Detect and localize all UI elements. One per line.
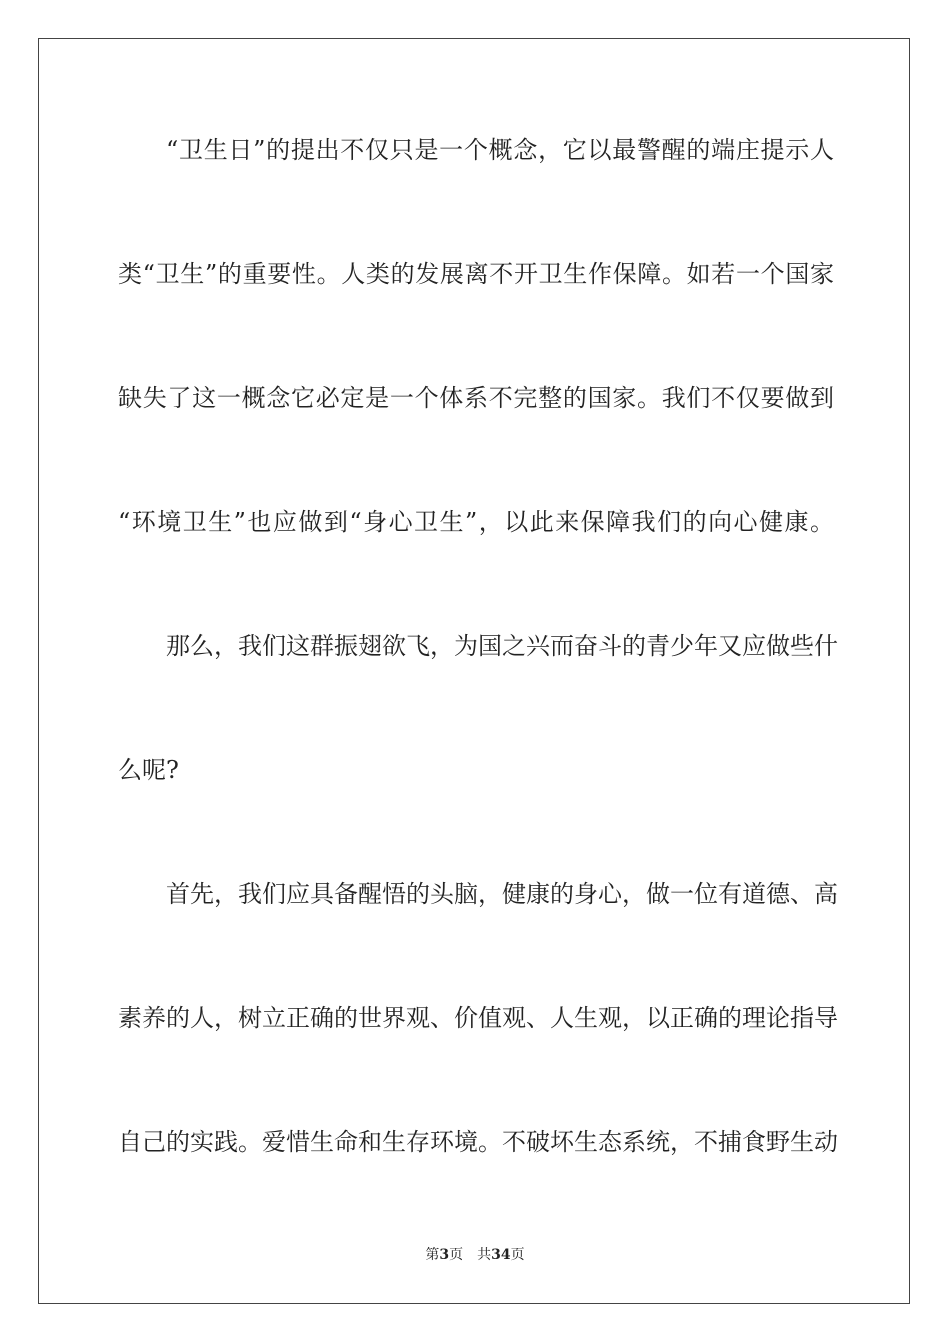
page-prefix: 第 bbox=[425, 1247, 440, 1263]
text-line-8: 素养的人，树立正确的世界观、价值观、人生观，以正确的理论指导 bbox=[118, 1004, 838, 1032]
total-pages: 34 bbox=[491, 1247, 511, 1263]
text-line-5: 那么，我们这群振翅欲飞，为国之兴而奋斗的青少年又应做些什 bbox=[166, 632, 838, 660]
page-border bbox=[38, 38, 910, 1304]
text-line-4: “环境卫生”也应做到“身心卫生”，以此来保障我们的向心健康。 bbox=[118, 508, 834, 536]
page-suffix: 页 bbox=[449, 1247, 464, 1263]
text-line-6: 么呢? bbox=[118, 756, 179, 784]
text-line-2: 类“卫生”的重要性。人类的发展离不开卫生作保障。如若一个国家 bbox=[118, 260, 834, 288]
page-footer bbox=[0, 1244, 950, 1264]
text-line-9: 自己的实践。爱惜生命和生存环境。不破坏生态系统，不捕食野生动 bbox=[118, 1128, 838, 1156]
total-prefix: 共 bbox=[477, 1247, 492, 1263]
text-line-7: 首先，我们应具备醒悟的头脑，健康的身心，做一位有道德、高 bbox=[166, 880, 838, 908]
page-number: 3 bbox=[439, 1247, 450, 1263]
text-line-3: 缺失了这一概念它必定是一个体系不完整的国家。我们不仅要做到 bbox=[118, 384, 834, 412]
text-line-1: “卫生日”的提出不仅只是一个概念，它以最警醒的端庄提示人 bbox=[166, 136, 834, 164]
total-suffix: 页 bbox=[510, 1247, 525, 1263]
